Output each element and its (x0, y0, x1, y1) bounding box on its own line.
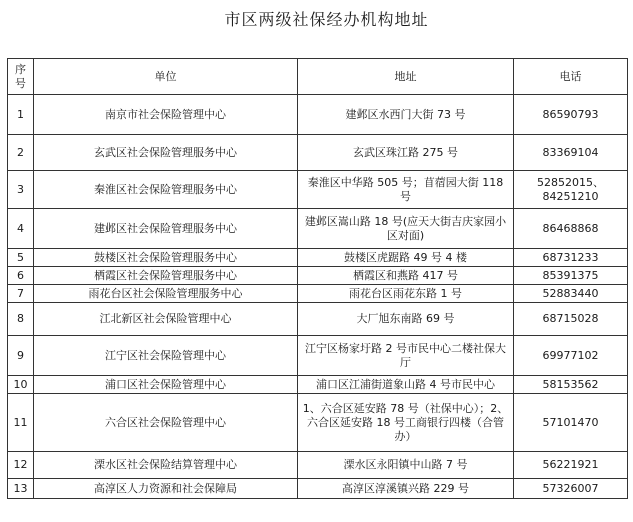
table-row (8, 249, 628, 267)
cell-unit: 浦口区社会保险管理中心 (34, 376, 298, 394)
cell-phone: 56221921 (514, 452, 628, 479)
cell-address: 建邺区水西门大街 73 号 (298, 95, 514, 135)
cell-address: 大厂旭东南路 69 号 (298, 303, 514, 336)
table-row (8, 336, 628, 376)
header-address: 地址 (298, 59, 514, 95)
cell-address: 建邺区嵩山路 18 号(应天大街吉庆家园小区对面) (298, 209, 514, 249)
cell-unit: 江北新区社会保险管理中心 (34, 303, 298, 336)
cell-phone: 57101470 (514, 394, 628, 452)
cell-no: 5 (8, 249, 34, 267)
table-row (8, 376, 628, 394)
cell-unit: 雨花台区社会保险管理服务中心 (34, 285, 298, 303)
cell-no: 10 (8, 376, 34, 394)
cell-address: 鼓楼区虎踞路 49 号 4 楼 (298, 249, 514, 267)
cell-address: 雨花台区雨花东路 1 号 (298, 285, 514, 303)
cell-phone: 83369104 (514, 135, 628, 171)
cell-address: 栖霞区和燕路 417 号 (298, 267, 514, 285)
office-address-table (7, 58, 628, 499)
cell-phone: 52883440 (514, 285, 628, 303)
header-unit: 单位 (34, 59, 298, 95)
cell-no: 7 (8, 285, 34, 303)
cell-unit: 六合区社会保险管理中心 (34, 394, 298, 452)
header-no: 序号 (8, 59, 34, 95)
cell-unit: 鼓楼区社会保险管理服务中心 (34, 249, 298, 267)
table-row (8, 95, 628, 135)
cell-phone: 86590793 (514, 95, 628, 135)
cell-address: 玄武区珠江路 275 号 (298, 135, 514, 171)
cell-no: 13 (8, 479, 34, 499)
header-phone: 电话 (514, 59, 628, 95)
table-row (8, 303, 628, 336)
table-row (8, 394, 628, 452)
cell-no: 11 (8, 394, 34, 452)
table-row (8, 452, 628, 479)
cell-address: 1、六合区延安路 78 号（社保中心）；2、六合区延安路 18 号工商银行四楼（合管办） (298, 394, 514, 452)
cell-no: 8 (8, 303, 34, 336)
cell-no: 2 (8, 135, 34, 171)
table-row (8, 171, 628, 209)
cell-no: 12 (8, 452, 34, 479)
cell-no: 9 (8, 336, 34, 376)
cell-no: 6 (8, 267, 34, 285)
cell-unit: 建邺区社会保险管理服务中心 (34, 209, 298, 249)
cell-phone: 85391375 (514, 267, 628, 285)
table-row (8, 267, 628, 285)
cell-unit: 高淳区人力资源和社会保障局 (34, 479, 298, 499)
table-row (8, 135, 628, 171)
cell-phone: 69977102 (514, 336, 628, 376)
cell-unit: 秦淮区社会保险管理服务中心 (34, 171, 298, 209)
cell-unit: 南京市社会保险管理中心 (34, 95, 298, 135)
cell-no: 1 (8, 95, 34, 135)
cell-address: 秦淮区中华路 505 号；苜蓿园大街 118 号 (298, 171, 514, 209)
cell-unit: 江宁区社会保险管理中心 (34, 336, 298, 376)
cell-phone: 68715028 (514, 303, 628, 336)
cell-address: 溧水区永阳镇中山路 7 号 (298, 452, 514, 479)
cell-phone: 52852015、84251210 (514, 171, 628, 209)
cell-phone: 86468868 (514, 209, 628, 249)
cell-unit: 溧水区社会保险结算管理中心 (34, 452, 298, 479)
cell-address: 浦口区江浦街道象山路 4 号市民中心 (298, 376, 514, 394)
cell-phone: 68731233 (514, 249, 628, 267)
table-row (8, 285, 628, 303)
table-header-row (8, 59, 628, 95)
cell-phone: 57326007 (514, 479, 628, 499)
cell-unit: 玄武区社会保险管理服务中心 (34, 135, 298, 171)
table-row (8, 479, 628, 499)
table-row (8, 209, 628, 249)
cell-address: 高淳区淳溪镇兴路 229 号 (298, 479, 514, 499)
cell-phone: 58153562 (514, 376, 628, 394)
cell-unit: 栖霞区社会保险管理服务中心 (34, 267, 298, 285)
cell-no: 3 (8, 171, 34, 209)
page-title: 市区两级社保经办机构地址 (224, 10, 429, 29)
cell-no: 4 (8, 209, 34, 249)
cell-address: 江宁区杨家圩路 2 号市民中心二楼社保大厅 (298, 336, 514, 376)
